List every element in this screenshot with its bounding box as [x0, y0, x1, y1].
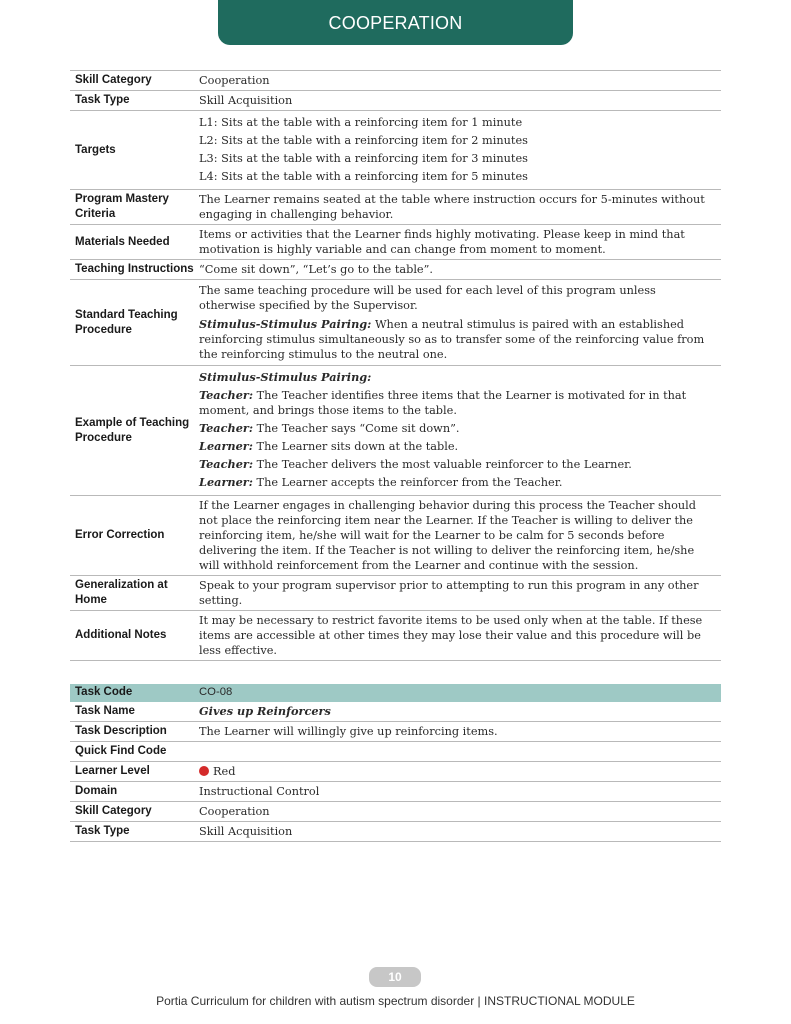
table-row — [70, 782, 721, 802]
procedure-definition — [199, 317, 715, 362]
section-banner — [218, 0, 573, 45]
learner-level-text: Red — [213, 765, 236, 778]
row-value: The Learner remains seated at the table where instruction occurs for 5-minutes without engaging in challenging behavior. — [194, 190, 721, 225]
example-heading: Stimulus-Stimulus Pairing: — [199, 370, 372, 384]
level-dot-icon — [199, 766, 209, 776]
procedure-paragraph: The same teaching procedure will be used for each level of this program unless otherwise specified by the Supervisor. — [199, 284, 656, 312]
row-label: Quick Find Code — [70, 742, 194, 762]
row-value: Cooperation — [194, 802, 721, 822]
page-footer: Portia Curriculum for children with autism spectrum disorder | INSTRUCTIONAL MODULE — [156, 994, 635, 1008]
row-label: Learner Level — [70, 762, 194, 782]
page-number: 10 — [369, 967, 421, 987]
definition: When a neutral stimulus is paired with an established reinforcing stimulus simultaneously so as to transfer some of the reinforcing value from the reinforcing stimulus to the neutral one. — [199, 318, 705, 361]
example-line — [199, 421, 715, 436]
row-label: Error Correction — [70, 496, 194, 576]
table-row — [70, 762, 721, 782]
table-row — [70, 722, 721, 742]
task-name-value: Gives up Reinforcers — [194, 702, 721, 722]
example-line — [199, 388, 715, 418]
row-label: Program Mastery Criteria — [70, 190, 194, 225]
row-label: Skill Category — [70, 71, 194, 91]
row-value — [194, 742, 721, 762]
row-label: Materials Needed — [70, 225, 194, 260]
row-value: Cooperation — [194, 71, 721, 91]
target-item: L1: Sits at the table with a reinforcing item for 1 minute — [199, 116, 523, 129]
row-label: Standard Teaching Procedure — [70, 280, 194, 366]
row-value: Instructional Control — [194, 782, 721, 802]
example-text: The Teacher identifies three items that the Learner is motivated for in that moment, and brings those items to the table. — [199, 389, 687, 417]
target-item: L2: Sits at the table with a reinforcing item for 2 minutes — [199, 134, 528, 147]
target-item: L3: Sits at the table with a reinforcing item for 3 minutes — [199, 152, 528, 165]
table-row — [70, 111, 721, 190]
table-row — [70, 260, 721, 280]
row-label: Task Type — [70, 91, 194, 111]
speaker: Learner: — [199, 475, 253, 489]
target-item: L4: Sits at the table with a reinforcing item for 5 minutes — [199, 170, 528, 183]
table-row — [70, 366, 721, 496]
table-row — [70, 496, 721, 576]
row-label: Task Description — [70, 722, 194, 742]
row-value: The Learner will willingly give up reinforcing items. — [194, 722, 721, 742]
example-text: The Teacher delivers the most valuable reinforcer to the Learner. — [253, 458, 632, 471]
task-table — [70, 684, 721, 842]
table-row — [70, 742, 721, 762]
table-row — [70, 822, 721, 842]
row-value: Skill Acquisition — [194, 91, 721, 111]
example-line — [199, 475, 715, 490]
example-line — [199, 439, 715, 454]
row-value: It may be necessary to restrict favorite items to be used only when at the table. If these items are accessible at other times they may lose their value and this procedure will be less effective. — [194, 611, 721, 661]
speaker: Learner: — [199, 439, 253, 453]
table-row — [70, 280, 721, 366]
table-row — [70, 802, 721, 822]
program-table — [70, 70, 721, 661]
procedure-text — [194, 280, 721, 366]
example-text: The Teacher says “Come sit down”. — [253, 422, 460, 435]
term: Stimulus-Stimulus Pairing: — [199, 317, 372, 331]
row-label: Task Name — [70, 702, 194, 722]
speaker: Teacher: — [199, 457, 254, 471]
task-code-label: Task Code — [70, 684, 194, 702]
row-value: If the Learner engages in challenging behavior during this process the Teacher should not place the reinforcing item near the Learner. If the Teacher is willing to deliver the reinforcing item, he/she will wait for the Learner to be calm for 5 seconds before delivering the item. If the Teacher is not willing to deliver the reinforcing item, he/she will withhold reinforcement from the Learner and continue with the session. — [194, 496, 721, 576]
learner-level-value — [194, 762, 721, 782]
example-text: The Learner accepts the reinforcer from the Teacher. — [252, 476, 563, 489]
table-row — [70, 71, 721, 91]
row-label: Example of Teaching Procedure — [70, 366, 194, 496]
row-label: Domain — [70, 782, 194, 802]
table-row — [70, 576, 721, 611]
row-label: Targets — [70, 111, 194, 190]
table-row — [70, 91, 721, 111]
task-code-row — [70, 684, 721, 702]
row-label: Generalization at Home — [70, 576, 194, 611]
row-label: Teaching Instructions — [70, 260, 194, 280]
section-title: COOPERATION — [328, 13, 463, 33]
row-value: Skill Acquisition — [194, 822, 721, 842]
example-line — [199, 457, 715, 472]
row-value: “Come sit down”, “Let’s go to the table”. — [194, 260, 721, 280]
targets-list — [194, 111, 721, 190]
speaker: Teacher: — [199, 421, 254, 435]
row-label: Skill Category — [70, 802, 194, 822]
row-value: Items or activities that the Learner finds highly motivating. Please keep in mind that motivation is highly variable and can change from moment to moment. — [194, 225, 721, 260]
table-row — [70, 702, 721, 722]
example-text: The Learner sits down at the table. — [252, 440, 459, 453]
row-value: Speak to your program supervisor prior to attempting to run this program in any other setting. — [194, 576, 721, 611]
row-label: Additional Notes — [70, 611, 194, 661]
table-row — [70, 190, 721, 225]
example-text — [194, 366, 721, 496]
speaker: Teacher: — [199, 388, 254, 402]
row-label: Task Type — [70, 822, 194, 842]
table-row — [70, 611, 721, 661]
table-row — [70, 225, 721, 260]
task-code-value: CO-08 — [194, 684, 721, 702]
